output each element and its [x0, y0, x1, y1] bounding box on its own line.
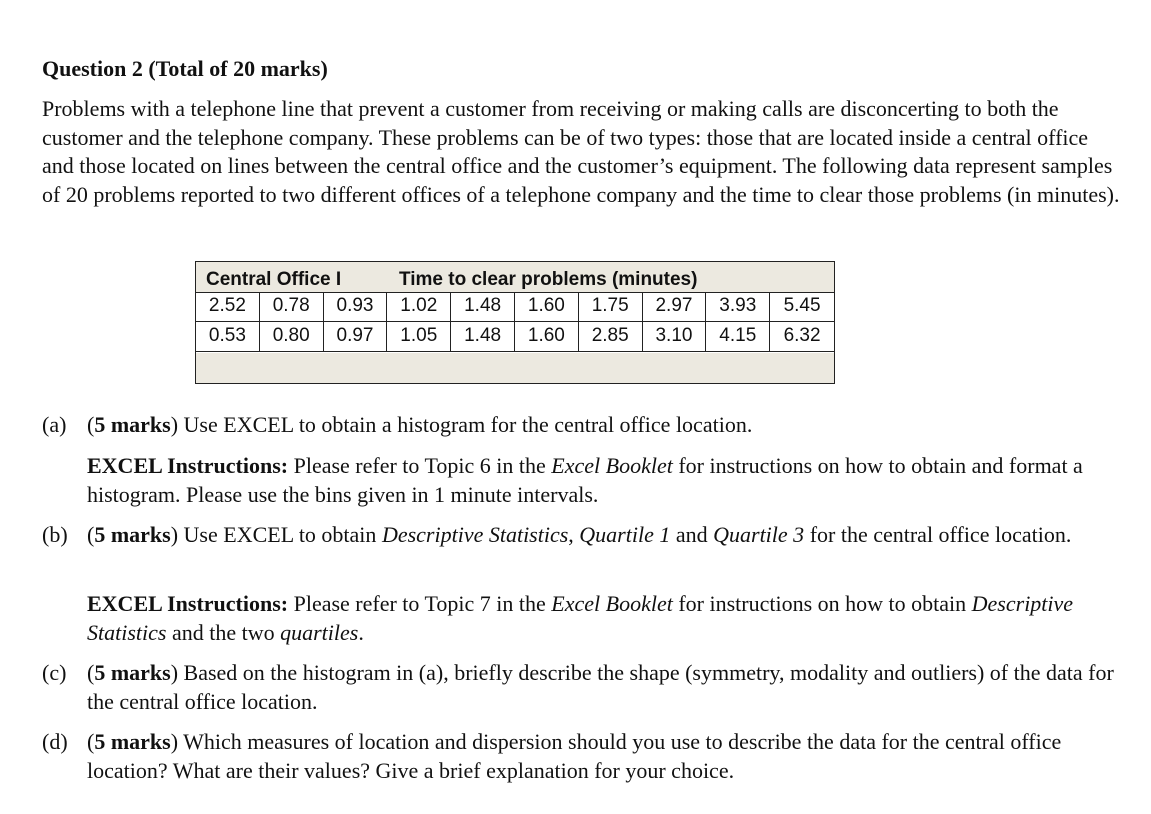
table-cell: 2.85	[579, 322, 643, 351]
italic-term: Descriptive Statistics	[381, 522, 569, 547]
table-cell: 0.97	[324, 322, 388, 351]
italic-term: Quartile 1	[579, 522, 671, 547]
table-cell: 3.10	[643, 322, 707, 351]
part-b-marks: 5 marks	[94, 522, 171, 547]
part-b-question: for the central office location.	[804, 522, 1072, 547]
table-header	[196, 262, 834, 293]
table-header-left: Central Office I	[206, 269, 342, 290]
table-row	[196, 322, 834, 352]
table-header-right: Time to clear problems (minutes)	[399, 269, 698, 290]
table-cell: 0.53	[196, 322, 260, 351]
instr-text: and the two	[166, 619, 281, 645]
instr-text: for instructions on how to obtain and format a histogram. Please use the bins given in 1 minute intervals.	[87, 453, 1083, 507]
excel-instructions-label: EXCEL Instructions:	[87, 453, 289, 478]
part-b-question: Use EXCEL to obtain	[178, 522, 382, 547]
part-b-instructions	[87, 590, 1127, 647]
italic-term: Quartile 3	[713, 522, 805, 547]
part-a-label: (a)	[42, 412, 67, 437]
italic-term: quartiles	[280, 619, 359, 645]
table-cell: 1.48	[451, 322, 515, 351]
data-table	[195, 261, 835, 384]
table-cell: 1.05	[387, 322, 451, 351]
part-c	[42, 659, 1127, 716]
table-row	[196, 292, 834, 322]
part-a	[42, 411, 1127, 440]
table-cell: 0.93	[324, 292, 388, 321]
part-d-text: (5 marks) Which measures of location and dispersion should you use to describe the data for the central office location? What are their values? Give a brief explanation for your choice.	[87, 729, 1062, 783]
instr-text: Please refer to Topic 7 in the	[288, 591, 552, 616]
table-cell: 1.75	[579, 292, 643, 321]
part-c-question: Based on the histogram in (a), briefly describe the shape (symmetry, modality and outliers) of the data for the central office location.	[87, 660, 1114, 714]
part-d-marks: 5 marks	[94, 729, 171, 754]
part-c-text: (5 marks) Based on the histogram in (a), briefly describe the shape (symmetry, modality and outliers) of the data for the central office location.	[87, 660, 1114, 714]
part-b-label: (b)	[42, 522, 68, 547]
excel-instructions-label: EXCEL Instructions:	[87, 591, 289, 616]
table-cell: 1.48	[451, 292, 515, 321]
part-a-text: (5 marks) Use EXCEL to obtain a histogram for the central office location.	[87, 412, 753, 437]
part-a-instructions	[87, 452, 1127, 509]
part-b-question: ,	[568, 522, 580, 547]
part-a-marks: 5 marks	[94, 412, 171, 437]
part-b-text: (5 marks) Use EXCEL to obtain Descriptive Statistics, Quartile 1 and Quartile 3 for the central office location.	[87, 522, 1072, 547]
table-cell: 6.32	[783, 325, 821, 346]
instr-text: for instructions on how to obtain	[672, 591, 972, 616]
table-cell: 1.60	[515, 292, 579, 321]
part-d	[42, 728, 1127, 785]
table-cell: 4.15	[706, 322, 770, 351]
part-b-question: and	[670, 522, 714, 547]
table-cell: 2.97	[643, 292, 707, 321]
table-footer-empty	[196, 353, 834, 383]
excel-booklet-ref: Excel Booklet	[551, 591, 673, 616]
table-cell: 1.02	[387, 292, 451, 321]
question-intro: Problems with a telephone line that prevent a customer from receiving or making calls are disconcerting to both the customer and the telephone company. These problems can be of two types: those that are located inside a central office and those located on lines between the central office and the customer’s equipment. The following data represent samples of 20 problems reported to two different offices of a telephone company and the time to clear those problems (in minutes).	[42, 96, 1120, 207]
part-a-question: Use EXCEL to obtain a histogram for the central office location.	[178, 412, 753, 437]
part-b	[42, 521, 1127, 550]
table-cell: 1.60	[515, 322, 579, 351]
instr-text: Please refer to Topic 6 in the	[288, 453, 552, 478]
table-cell: 0.78	[260, 292, 324, 321]
excel-booklet-ref: Excel Booklet	[551, 453, 673, 478]
part-d-question: Which measures of location and dispersion should you use to describe the data for the central office location? What are their values? Give a brief explanation for your choice.	[87, 729, 1062, 783]
table-cell: 0.80	[260, 322, 324, 351]
part-c-marks: 5 marks	[94, 660, 171, 685]
table-cell: 5.45	[783, 295, 821, 316]
instr-text: .	[358, 619, 364, 645]
part-d-label: (d)	[42, 729, 68, 754]
part-c-label: (c)	[42, 660, 67, 685]
question-title: Question 2 (Total of 20 marks)	[42, 56, 328, 81]
table-cell: 3.93	[706, 292, 770, 321]
italic-term: Descriptive Statistics	[87, 591, 1074, 645]
table-cell: 2.52	[196, 292, 260, 321]
